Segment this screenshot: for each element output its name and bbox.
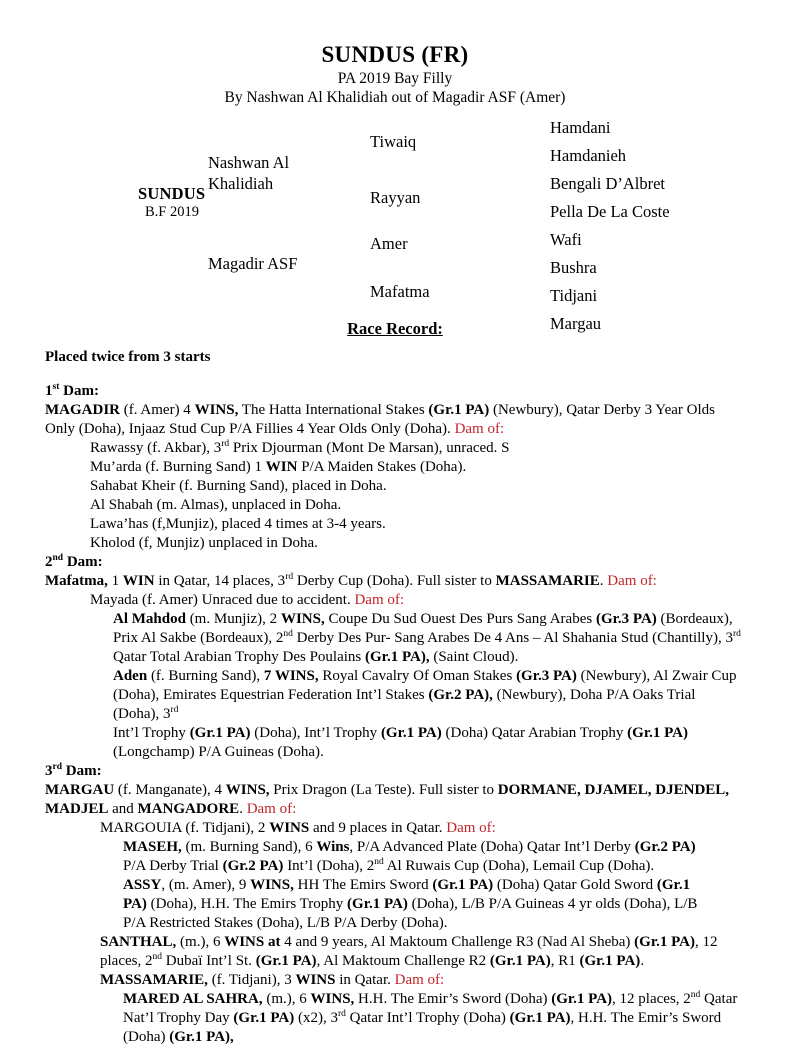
- body-text: (Longchamp) P/A Guineas (Doha).: [113, 743, 324, 760]
- emphasis-text: Aden: [113, 668, 148, 685]
- body-text: Int’l Trophy: [113, 725, 190, 741]
- body-text: .: [239, 801, 247, 818]
- third-dam-line: [45, 914, 745, 933]
- document-subtitle-parentage: By Nashwan Al Khalidiah out of Magadir ASF (Amer): [224, 89, 566, 107]
- body-text: (Doha), H.H. The Emirs Trophy: [146, 896, 348, 913]
- body-text: .: [640, 953, 645, 970]
- body-text: (Doha): [123, 1029, 170, 1046]
- third-dam-line: [45, 933, 745, 952]
- ordinal-superscript: rd: [732, 629, 741, 640]
- body-text: (m.), 6: [176, 934, 225, 951]
- first-dam-line: [45, 439, 745, 458]
- emphasis-text: WINS at: [224, 934, 281, 951]
- pedigree-g3-3: Mafatma: [370, 281, 430, 301]
- pedigree-g4-4: Wafi: [550, 229, 582, 249]
- third-dam-heading-num: 3: [45, 762, 53, 779]
- body-text: Al Ruwais Cup (Doha), Lemail Cup (Doha).: [383, 858, 655, 875]
- body-text: Only (Doha), Injaaz Stud Cup P/A Fillies 4 Year Olds Only (Doha).: [45, 420, 455, 437]
- emphasis-text: WINS: [295, 972, 336, 989]
- emphasis-text: WIN: [122, 573, 155, 590]
- page-title: SUNDUS (FR): [321, 42, 469, 67]
- first-dam-lines: [45, 401, 745, 553]
- pedigree-g4-7: Margau: [550, 313, 602, 333]
- document-subtitle-breeding: PA 2019 Bay Filly: [337, 69, 453, 87]
- third-dam-line: [45, 857, 745, 876]
- second-dam-line: [45, 648, 745, 667]
- body-text: Qatar: [700, 991, 738, 1008]
- ordinal-superscript: rd: [285, 572, 294, 583]
- second-dam-line: [45, 686, 745, 724]
- emphasis-text: (Gr.1 PA): [627, 725, 688, 741]
- body-text: Al Shabah (m. Almas), unplaced in Doha.: [90, 496, 342, 513]
- emphasis-text: (Gr.1 PA): [380, 725, 442, 741]
- emphasis-text: (Gr.1: [656, 877, 691, 894]
- ordinal-superscript: rd: [221, 438, 230, 449]
- emphasis-text: ASSY: [123, 877, 162, 894]
- emphasis-text: (Gr.3 PA): [595, 611, 657, 628]
- first-dam-line: [45, 458, 745, 477]
- emphasis-text: (Gr.3 PA): [516, 668, 577, 685]
- body-text: , (m. Amer), 9: [161, 877, 251, 894]
- body-text: (Doha), L/B P/A Guineas 4 yr olds (Doha), L/B: [407, 896, 698, 913]
- pedigree-sire-line2: Khalidiah: [208, 174, 274, 194]
- body-text: , R1: [550, 953, 580, 970]
- body-text: (Newbury), Qatar Derby 3 Year Olds: [489, 402, 716, 418]
- body-text: (x2), 3: [294, 1010, 338, 1027]
- race-record-heading: Race Record:: [347, 318, 443, 338]
- body-text: .: [599, 573, 608, 590]
- body-text: (f. Tidjani), 3: [207, 972, 296, 989]
- third-dam-line: [45, 1009, 745, 1028]
- emphasis-text: (Gr.1 PA): [189, 725, 251, 741]
- ordinal-superscript: nd: [690, 990, 701, 1001]
- second-dam-line: [45, 629, 745, 648]
- first-dam-line: [45, 401, 745, 420]
- emphasis-text: (Gr.1 PA): [551, 991, 613, 1008]
- emphasis-text: PA): [123, 896, 147, 913]
- first-dam-line: [45, 534, 745, 553]
- second-dam-line: [45, 724, 745, 743]
- emphasis-text: (Gr.1 PA): [428, 402, 490, 418]
- emphasis-text: MASSAMARIE: [495, 573, 600, 590]
- pedigree-subject-name: SUNDUS: [138, 183, 206, 203]
- pedigree-g3-1: Rayyan: [370, 187, 421, 207]
- ordinal-superscript: nd: [283, 629, 293, 640]
- second-dam-line: [45, 667, 745, 686]
- third-dam-heading-sup: rd: [52, 761, 62, 772]
- emphasis-text: WINS,: [194, 402, 239, 418]
- third-dam-heading: [45, 762, 745, 782]
- third-dam-line: [45, 971, 745, 990]
- dam-of-label: Dam of:: [246, 801, 297, 818]
- body-text: (Doha), Int’l Trophy: [250, 725, 381, 741]
- body-text: 1: [107, 573, 123, 590]
- third-dam-line: [45, 838, 745, 857]
- pedigree-subject: [138, 183, 206, 220]
- emphasis-text: SANTHAL,: [100, 934, 177, 951]
- body-text: MARGOUIA (f. Tidjani), 2: [100, 820, 270, 837]
- emphasis-text: (Gr.1 PA),: [169, 1029, 234, 1046]
- body-text: (f. Manganate), 4: [114, 782, 226, 799]
- pedigree-g4-1: Hamdanieh: [550, 145, 627, 165]
- body-text: (Bordeaux),: [656, 611, 733, 628]
- body-text: (m.), 6: [262, 991, 311, 1008]
- emphasis-text: (Gr.2 PA): [222, 858, 284, 875]
- body-text: (Newbury), Doha P/A Oaks Trial (Doha), 3: [113, 687, 696, 723]
- emphasis-text: MASEH,: [123, 839, 182, 856]
- third-dam-lines: [45, 781, 745, 1047]
- emphasis-text: (Gr.1 PA): [579, 953, 641, 970]
- pedigree-dam: Magadir ASF: [208, 253, 298, 273]
- second-dam-line: [45, 743, 745, 762]
- body-text: (f. Amer) 4: [120, 402, 195, 418]
- body-text: Prix Al Sakbe (Bordeaux), 2: [113, 630, 284, 647]
- emphasis-text: (Gr.1 PA): [255, 953, 317, 970]
- emphasis-text: MASSAMARIE,: [100, 972, 208, 989]
- body-text: , Al Maktoum Challenge R2: [316, 953, 490, 970]
- body-text: (Doha) Qatar Gold Sword: [493, 877, 657, 894]
- pedigree-g3-2: Amer: [370, 233, 408, 253]
- body-text: and: [108, 801, 138, 818]
- body-text: Dubaï Int’l St.: [161, 953, 256, 970]
- document-content: [45, 42, 745, 1047]
- body-text: Lawa’has (f,Munjiz), placed 4 times at 3-4 years.: [90, 515, 386, 532]
- second-dam-heading-text: Dam:: [63, 553, 103, 570]
- emphasis-text: MANGADORE: [137, 801, 240, 818]
- body-text: P/A Restricted Stakes (Doha), L/B P/A Derby (Doha).: [123, 915, 448, 932]
- third-dam-line: [45, 800, 745, 819]
- dam-of-label: Dam of:: [394, 972, 445, 989]
- pedigree-g4-5: Bushra: [550, 257, 597, 277]
- body-text: P/A Maiden Stakes (Doha).: [297, 458, 467, 475]
- third-dam-heading-text: Dam:: [62, 762, 102, 779]
- third-dam-line: [45, 876, 745, 895]
- first-dam-heading-sup: st: [52, 381, 60, 392]
- body-text: Int’l (Doha), 2: [283, 858, 375, 875]
- pedigree-g3-0: Tiwaiq: [370, 131, 417, 151]
- third-dam-line: [45, 990, 745, 1009]
- emphasis-text: MARED AL SAHRA,: [123, 991, 263, 1008]
- second-dam-heading-num: 2: [45, 553, 53, 570]
- body-text: Mu’arda (f. Burning Sand) 1: [90, 458, 266, 475]
- body-text: (Saint Cloud).: [429, 649, 519, 666]
- second-dam-line: [45, 572, 745, 591]
- emphasis-text: (Gr.1 PA): [347, 896, 408, 913]
- emphasis-text: Wins: [316, 839, 350, 856]
- pedigree-subject-details: B.F 2019: [145, 204, 199, 220]
- third-dam-line: [45, 952, 745, 971]
- emphasis-text: 7 WINS,: [263, 668, 319, 685]
- ordinal-superscript: rd: [338, 1009, 346, 1020]
- dam-of-label: Dam of:: [354, 592, 405, 609]
- body-text: , H.H. The Emir’s Sword: [570, 1010, 722, 1027]
- emphasis-text: WINS: [269, 820, 310, 837]
- body-text: and 9 places in Qatar.: [309, 820, 447, 837]
- third-dam-line: [45, 1028, 745, 1047]
- body-text: Kholod (f, Munjiz) unplaced in Doha.: [90, 534, 318, 551]
- emphasis-text: DORMANE, DJAMEL, DJENDEL,: [497, 782, 730, 799]
- first-dam-line: [45, 515, 745, 534]
- second-dam-line: [45, 610, 745, 629]
- pedigree-g4-0: Hamdani: [550, 117, 611, 137]
- emphasis-text: MADJEL: [45, 801, 109, 818]
- body-text: (Doha), Emirates Equestrian Federation Int’l Stakes: [113, 687, 429, 704]
- body-text: , 12 places, 2: [612, 991, 691, 1008]
- emphasis-text: WIN: [265, 458, 298, 475]
- third-dam-line: [45, 781, 745, 800]
- emphasis-text: MAGADIR: [45, 402, 120, 418]
- body-text: Nat’l Trophy Day: [123, 1010, 234, 1027]
- first-dam-line: [45, 496, 745, 515]
- pedigree-g4-3: Pella De La Coste: [550, 201, 670, 221]
- second-dam-lines: [45, 572, 745, 762]
- body-text: in Qatar, 14 places, 3: [154, 573, 286, 590]
- body-text: HH The Emirs Sword: [293, 877, 433, 894]
- body-text: (Newbury), Al Zwair Cup: [576, 668, 737, 685]
- body-text: Mayada (f. Amer) Unraced due to accident.: [90, 592, 355, 609]
- body-text: Qatar Total Arabian Trophy Des Poulains: [113, 649, 365, 666]
- body-text: , P/A Advanced Plate (Doha) Qatar Int’l Derby: [349, 839, 635, 856]
- first-dam-heading-text: Dam:: [59, 382, 99, 399]
- third-dam-line: [45, 819, 745, 838]
- pedigree-sire-line1: Nashwan Al: [208, 152, 290, 172]
- emphasis-text: (Gr.1 PA): [233, 1010, 295, 1027]
- dam-of-label: Dam of:: [446, 820, 496, 837]
- emphasis-text: WINS,: [250, 877, 294, 894]
- body-text: Coupe Du Sud Ouest Des Purs Sang Arabes: [324, 611, 596, 628]
- body-text: Prix Djourman (Mont De Marsan), unraced. S: [229, 439, 510, 456]
- emphasis-text: (Gr.1 PA): [509, 1010, 571, 1027]
- emphasis-text: WINS,: [280, 611, 325, 628]
- body-text: H.H. The Emir’s Sword (Doha): [354, 991, 552, 1008]
- emphasis-text: (Gr.1 PA): [432, 877, 494, 894]
- first-dam-heading: [45, 382, 745, 402]
- body-text: Rawassy (f. Akbar), 3: [90, 439, 222, 456]
- emphasis-text: Al Mahdod: [113, 611, 186, 628]
- emphasis-text: MARGAU: [45, 782, 115, 799]
- dam-of-label: Dam of:: [454, 420, 505, 437]
- first-dam-line: [45, 420, 745, 439]
- pedigree-sire: [208, 152, 289, 196]
- emphasis-text: (Gr.2 PA),: [428, 687, 493, 704]
- body-text: Qatar Int’l Trophy (Doha): [345, 1010, 510, 1027]
- body-text: 4 and 9 years, Al Maktoum Challenge R3 (Nad Al Sheba): [280, 934, 635, 951]
- body-text: , 12: [694, 934, 718, 951]
- body-text: places, 2: [100, 953, 153, 970]
- emphasis-text: (Gr.2 PA): [634, 839, 696, 856]
- body-text: Prix Dragon (La Teste). Full sister to: [269, 782, 498, 799]
- race-record-summary: Placed twice from 3 starts: [45, 348, 211, 365]
- second-dam-heading: [45, 553, 745, 573]
- ordinal-superscript: nd: [152, 952, 162, 963]
- emphasis-text: WINS,: [310, 991, 355, 1008]
- third-dam-line: [45, 895, 745, 914]
- second-dam-heading-sup: nd: [52, 552, 64, 563]
- title-block: [45, 42, 745, 108]
- body-text: Derby Des Pur- Sang Arabes De 4 Ans – Al Shahania Stud (Chantilly), 3: [292, 630, 733, 647]
- emphasis-text: Mafatma,: [45, 573, 108, 590]
- body-text: (Doha) Qatar Arabian Trophy: [441, 725, 628, 741]
- body-text: in Qatar.: [335, 972, 395, 989]
- first-dam-heading-num: 1: [45, 382, 53, 399]
- body-text: Royal Cavalry Of Oman Stakes: [318, 668, 517, 685]
- body-text: Derby Cup (Doha). Full sister to: [293, 573, 496, 590]
- body-text: (m. Munjiz), 2: [185, 611, 281, 628]
- body-text: P/A Derby Trial: [123, 858, 223, 875]
- emphasis-text: (Gr.1 PA),: [365, 649, 430, 666]
- body-text: Sahabat Kheir (f. Burning Sand), placed in Doha.: [90, 477, 387, 494]
- first-dam-line: [45, 477, 745, 496]
- second-dam-line: [45, 591, 745, 610]
- body-text: (f. Burning Sand),: [147, 668, 264, 685]
- pedigree-g4-2: Bengali D’Albret: [550, 173, 666, 193]
- emphasis-text: (Gr.1 PA): [489, 953, 551, 970]
- dam-of-label: Dam of:: [607, 573, 657, 590]
- ordinal-superscript: nd: [374, 857, 384, 868]
- emphasis-text: (Gr.1 PA): [634, 934, 695, 951]
- pedigree-g4-6: Tidjani: [550, 285, 598, 305]
- ordinal-superscript: rd: [170, 705, 179, 716]
- emphasis-text: WINS,: [225, 782, 270, 799]
- body-text: (m. Burning Sand), 6: [181, 839, 317, 856]
- body-text: The Hatta International Stakes: [238, 402, 429, 418]
